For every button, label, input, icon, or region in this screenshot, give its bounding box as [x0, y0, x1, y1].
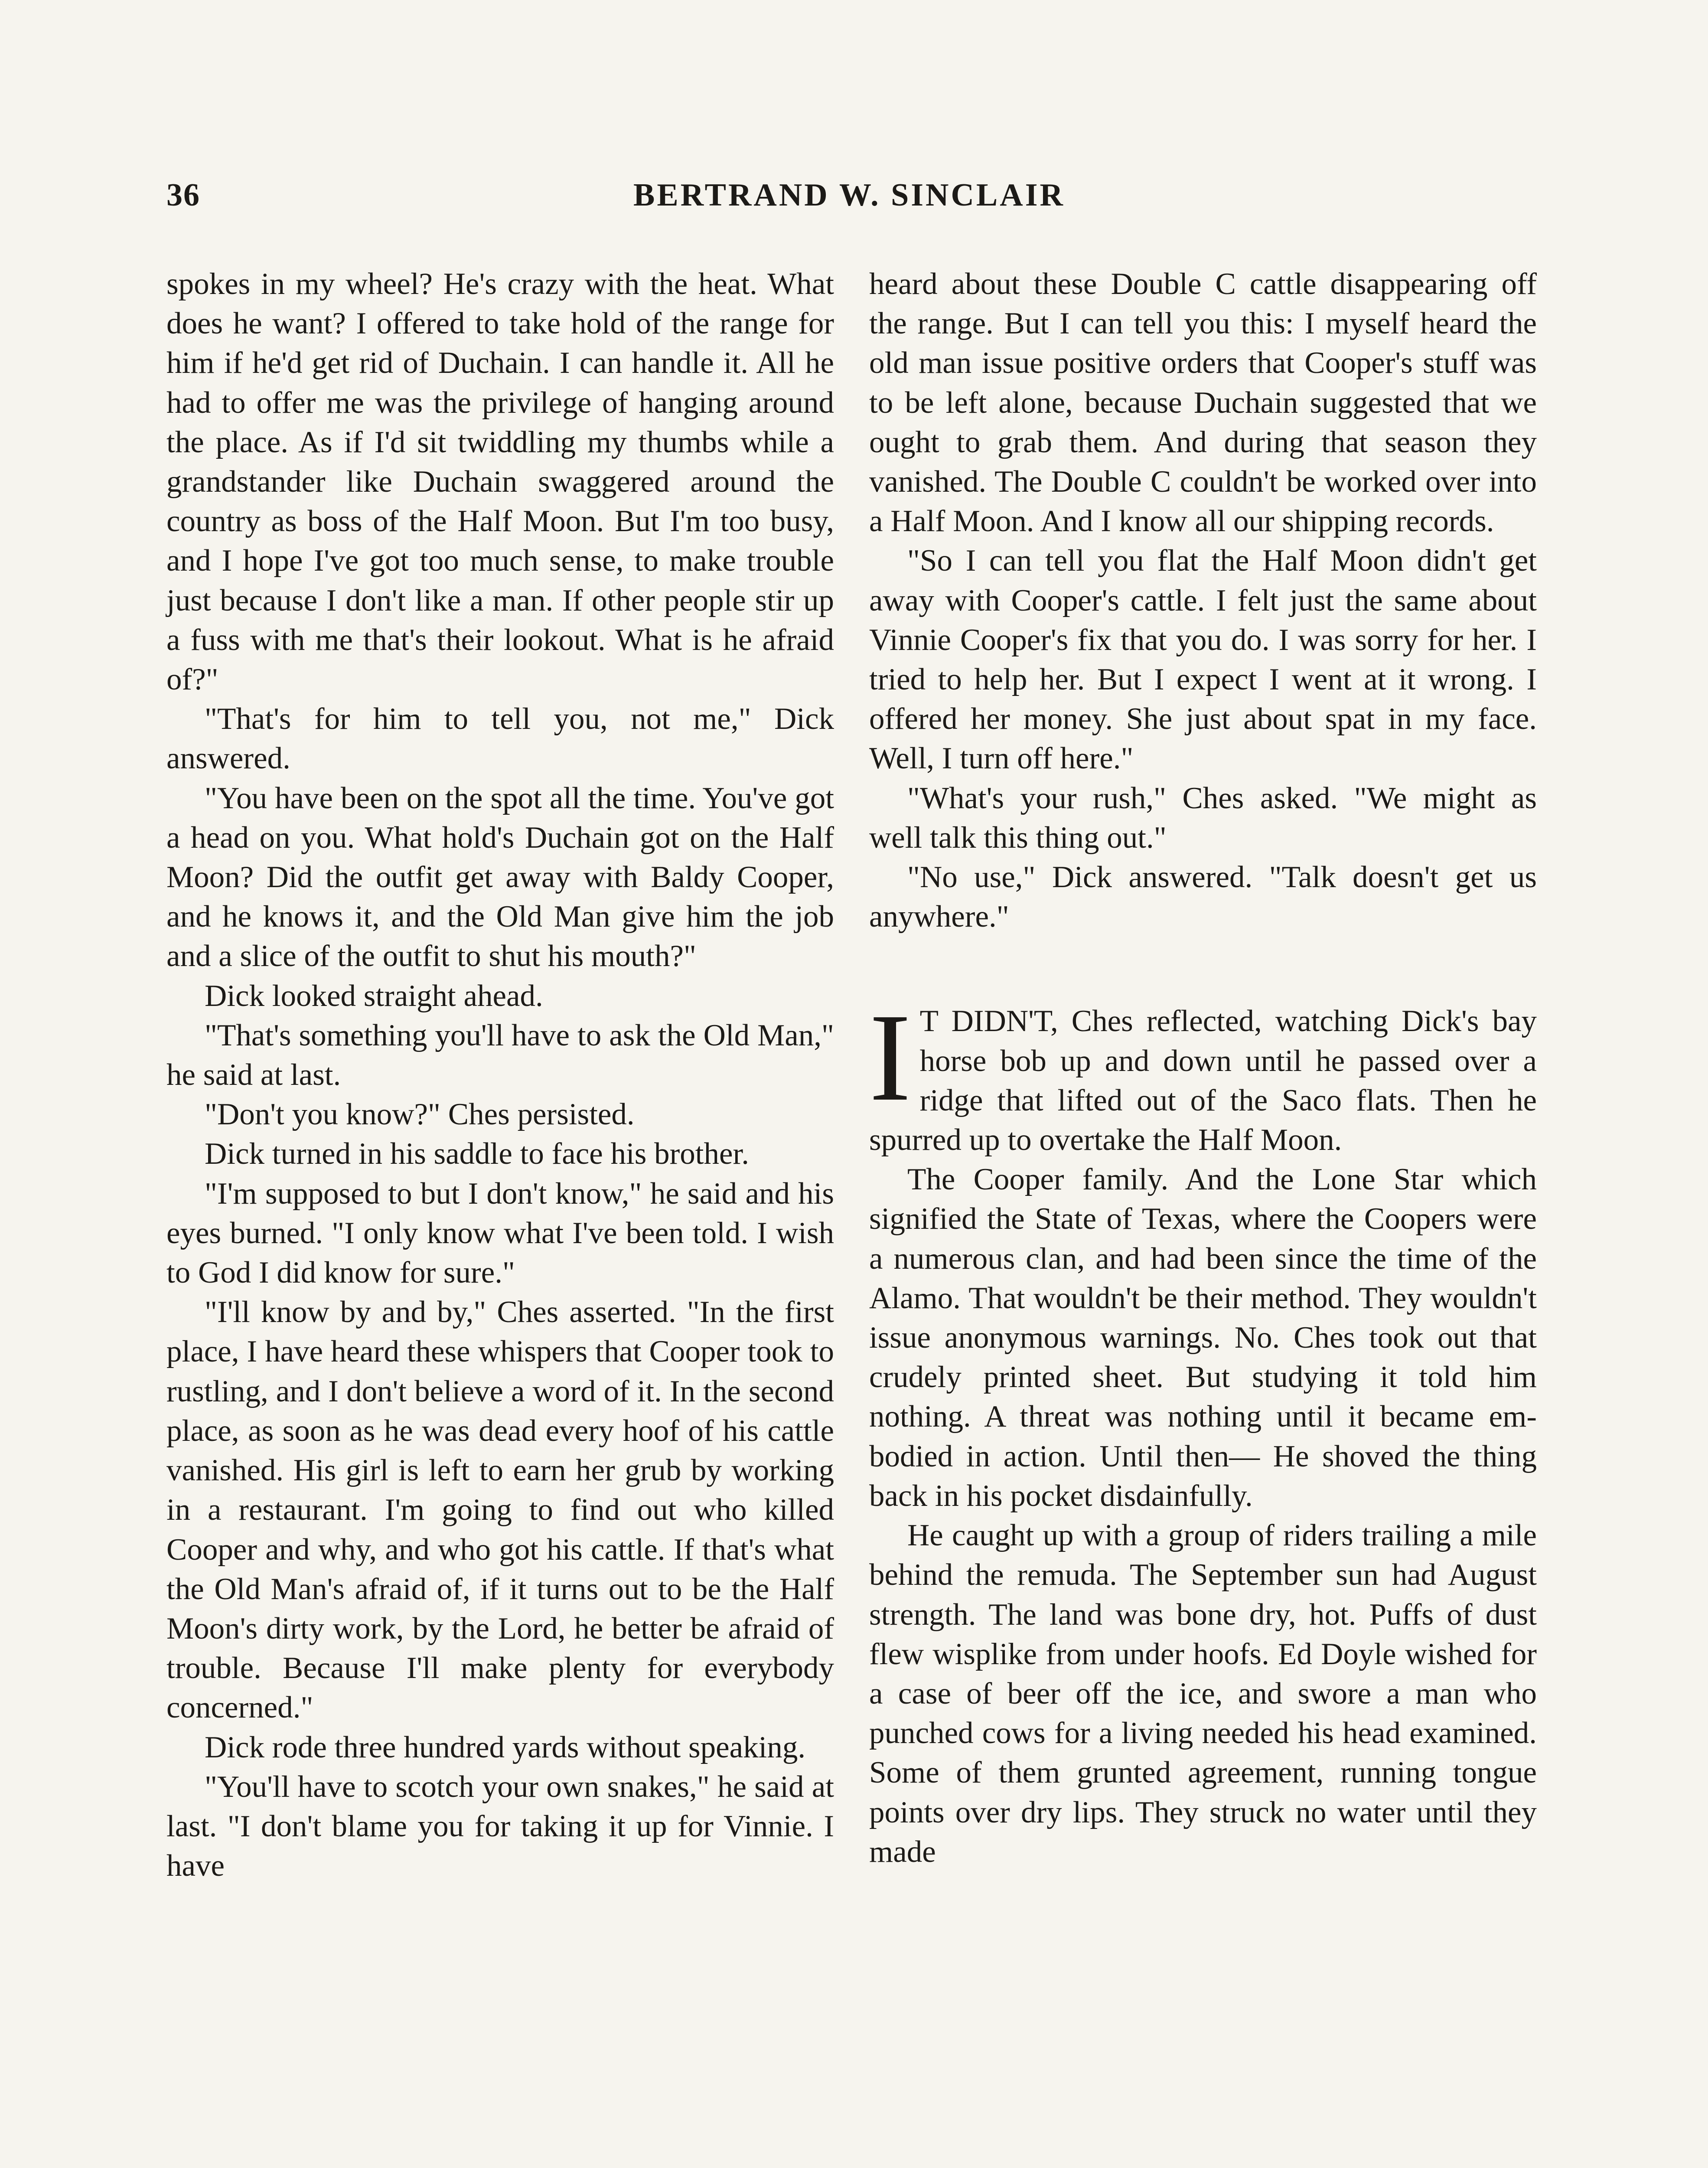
section-opening-paragraph — [869, 988, 1537, 1160]
paragraph: Dick looked straight ahead. — [205, 979, 543, 1013]
paragraph: "I'm supposed to but I don't know," he said and his eyes burned. "I only know what I've been told. I wish to God I did know for sure." — [166, 1176, 834, 1290]
paragraph: "That's for him to tell you, not me," Dick answered. — [166, 702, 834, 776]
paragraph: "What's your rush," Ches asked. "We might as well talk this thing out." — [869, 781, 1537, 855]
paragraph: Dick rode three hundred yards without speaking. — [205, 1730, 806, 1764]
paragraph: "You'll have to scotch your own snakes," he said at last. "I don't blame you for taking it up for Vinnie. I have — [166, 1770, 834, 1883]
drop-cap: I — [869, 988, 911, 1127]
paragraph: spokes in my wheel? He's crazy with the heat. What does he want? I offered to take hold of the range for him if he'd get rid of Duchain. I can handle it. All he had to offer me was the privilege of hanging around the place. As if I'd sit twiddling my thumbs while a grandstander like Duchain swaggered around the country as boss of the Half Moon. But I'm too busy, and I hope I've got too much sense, to make trouble just because I don't like a man. If other people stir up a fuss with me that's their lookout. What is he afraid of?" — [166, 267, 834, 697]
paragraph: "You have been on the spot all the time. You've got a head on you. What hold's Duchain got on the Half Moon? Did the outfit get away with Baldy Cooper, and he knows it, and the Old Man give him the job and a slice of the outfit to shut his mouth?" — [166, 781, 834, 973]
paragraph: "Don't you know?" Ches persisted. — [205, 1097, 635, 1132]
paragraph: He caught up with a group of riders trailing a mile behind the remuda. The September sun had August strength. The land was bone dry, hot. Puffs of dust flew wisplike from under hoofs. Ed Doyle wished for a case of beer off the ice, and swore a man who punched cows for a living needed his head examined. Some of them grunted agreement, running tongue points over dry lips. They struck no water until they made — [869, 1518, 1537, 1869]
running-head: BERTRAND W. SINCLAIR — [633, 177, 1065, 213]
paragraph: "No use," Dick answered. "Talk doesn't get us anywhere." — [869, 860, 1537, 934]
page-header — [166, 177, 1532, 229]
paragraph: "That's something you'll have to ask the Old Man," he said at last. — [166, 1018, 834, 1092]
left-column — [166, 264, 834, 1886]
right-column — [869, 264, 1537, 1872]
paragraph: The Cooper family. And the Lone Star which signified the State of Texas, where the Coopers were a numerous clan, and had been since the time of the Alamo. That wouldn't be their method. They wouldn't issue anonymous warnings. No. Ches took out that crudely printed sheet. But studying it told him nothing. A threat was nothing until it became embodied in action. Until then— He shoved the thing back in his pocket disdainfully. — [869, 1162, 1537, 1513]
paragraph: Dick turned in his saddle to face his brother. — [205, 1137, 749, 1171]
page-number: 36 — [166, 177, 200, 213]
paragraph: heard about these Double C cattle disappearing off the range. But I can tell you this: I myself heard the old man issue positive orders that Cooper's stuff was to be left alone, because Duchain suggested that we ought to grab them. And during that season they vanished. The Double C couldn't be worked over into a Half Moon. And I know all our shipping records. — [869, 267, 1537, 539]
section-opening-text: T DIDN'T, Ches reflected, watching Dick's bay horse bob up and down until he passed over a ridge that lifted out of the Saco flats. Then he spurred up to overtake the Half Moon. — [869, 1004, 1537, 1157]
paragraph: "So I can tell you flat the Half Moon didn't get away with Cooper's cattle. I felt just the same about Vinnie Cooper's fix that you do. I was sorry for her. I tried to help her. But I expect I went at it wrong. I offered her money. She just about spat in my face. Well, I turn off here." — [869, 544, 1537, 776]
paragraph: "I'll know by and by," Ches asserted. "In the first place, I have heard these whispers that Cooper took to rustling, and I don't believe a word of it. In the second place, as soon as he was dead every hoof of his cattle vanished. His girl is left to earn her grub by working in a restaurant. I'm going to find out who killed Cooper and why, and who got his cattle. If that's what the Old Man's afraid of, if it turns out to be the Half Moon's dirty work, by the Lord, he better be afraid of trouble. Because I'll make plenty for everybody concerned." — [166, 1295, 834, 1725]
